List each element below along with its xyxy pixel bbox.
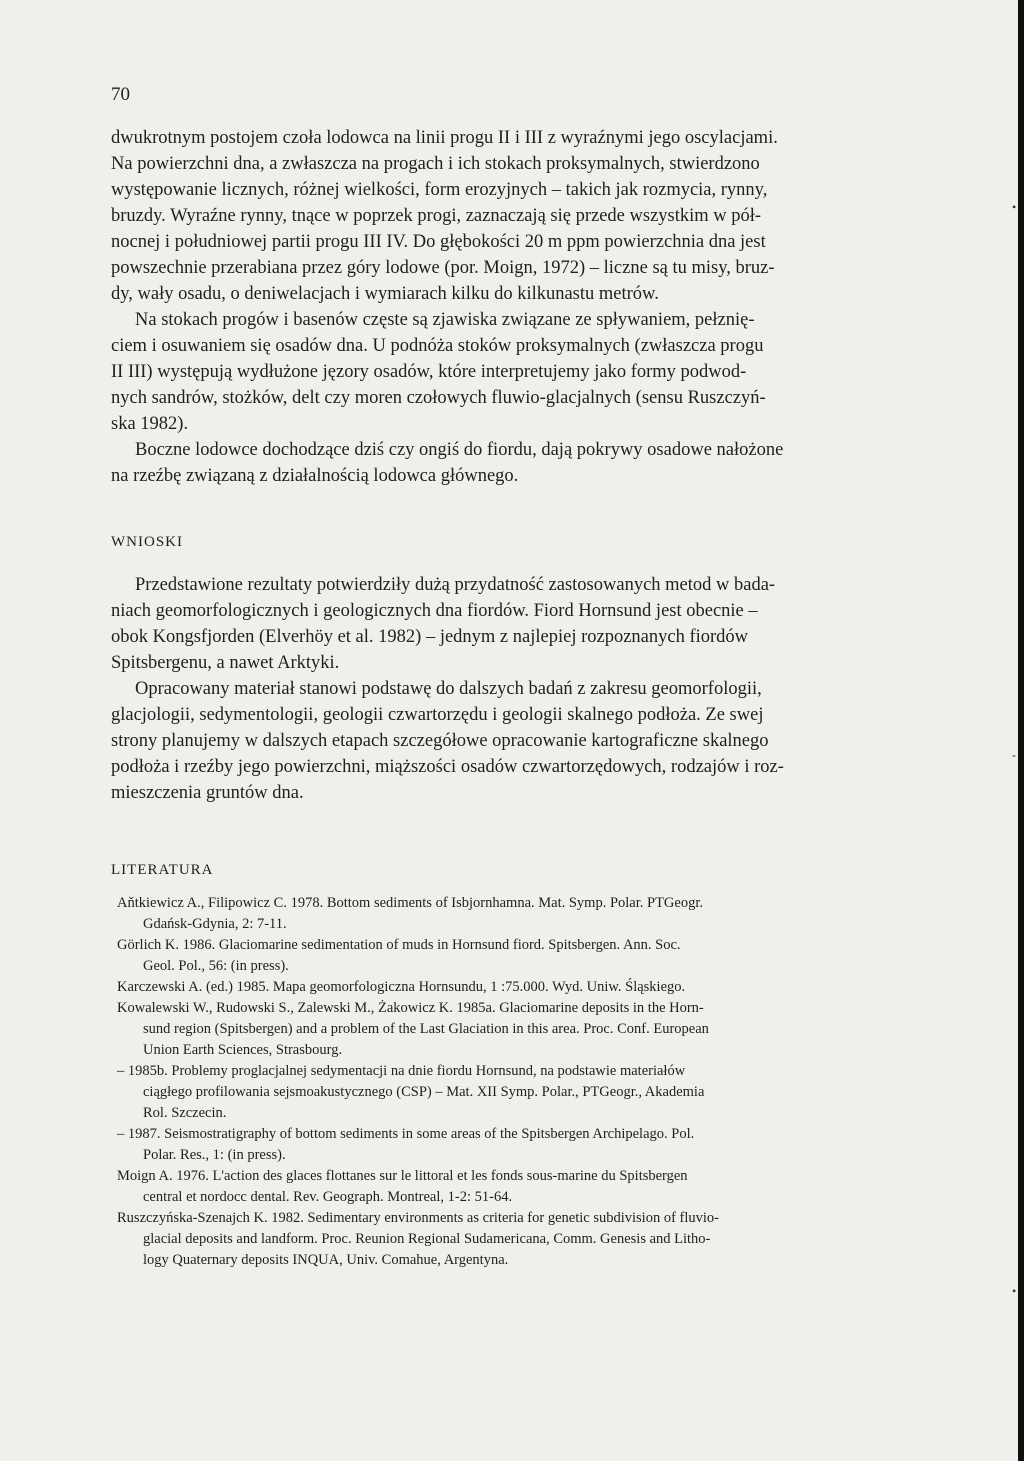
body-text-line: nych sandrów, stożków, delt czy moren czołowych fluwio-glacjalnych (sensu Ruszczyń- <box>111 388 766 408</box>
body-text-line: na rzeźbę związaną z działalnością lodowca głównego. <box>111 466 519 486</box>
scan-speck-mark: • <box>1012 1284 1017 1298</box>
conclusion-text-line: Przedstawione rezultaty potwierdziły dużą przydatność zastosowanych metod w bada- <box>135 575 776 595</box>
reference-line: glacial deposits and landform. Proc. Reunion Regional Sudamericana, Comm. Genesis and Litho- <box>143 1231 711 1247</box>
conclusion-text-line: strony planujemy w dalszych etapach szczegółowe opracowanie kartograficzne skalnego <box>111 731 769 751</box>
body-text-line: Na stokach progów i basenów częste są zjawiska związane ze spływaniem, pełznię- <box>135 310 755 330</box>
body-text-line: ciem i osuwaniem się osadów dna. U podnóża stoków proksymalnych (zwłaszcza progu <box>111 336 764 356</box>
body-text-line: dy, wały osadu, o deniwelacjach i wymiarach kilku do kilkunastu metrów. <box>111 284 659 304</box>
reference-line: Ruszczyńska-Szenajch K. 1982. Sedimentary environments as criteria for genetic subdivision of fluvio- <box>117 1210 719 1226</box>
reference-line: Geol. Pol., 56: (in press). <box>143 958 289 974</box>
reference-line: Görlich K. 1986. Glaciomarine sedimentation of muds in Hornsund fiord. Spitsbergen. Ann. Soc. <box>117 937 681 953</box>
section-heading-literature: LITERATURA <box>111 862 214 878</box>
reference-line: Rol. Szczecin. <box>143 1105 227 1121</box>
body-text-line: powszechnie przerabiana przez góry lodowe (por. Moign, 1972) – liczne są tu misy, bruz- <box>111 258 775 278</box>
body-text-line: występowanie licznych, różnej wielkości, form erozyjnych – takich jak rozmycia, rynny, <box>111 180 768 200</box>
conclusions-text <box>111 572 911 806</box>
body-text-line: ska 1982). <box>111 414 189 434</box>
body-text-line: nocnej i południowej partii progu III IV. Do głębokości 20 m ppm powierzchnia dna jest <box>111 232 766 252</box>
body-text <box>111 125 911 489</box>
conclusion-text-line: mieszczenia gruntów dna. <box>111 783 304 803</box>
reference-line: – 1987. Seismostratigraphy of bottom sediments in some areas of the Spitsbergen Archipelago. Pol. <box>117 1126 695 1142</box>
reference-line: Union Earth Sciences, Strasbourg. <box>143 1042 343 1058</box>
reference-line: Aňtkiewicz A., Filipowicz C. 1978. Bottom sediments of Isbjornhamna. Mat. Symp. Polar. PTGeogr. <box>117 895 703 911</box>
conclusion-text-line: Spitsbergenu, a nawet Arktyki. <box>111 653 340 673</box>
body-text-line: Boczne lodowce dochodzące dziś czy ongiś do fiordu, dają pokrywy osadowe nałożone <box>135 440 784 460</box>
reference-line: logy Quaternary deposits INQUA, Univ. Comahue, Argentyna. <box>143 1252 509 1268</box>
reference-line: Moign A. 1976. L'action des glaces flottanes sur le littoral et les fonds sous-marine du Spitsbergen <box>117 1168 688 1184</box>
reference-line: sund region (Spitsbergen) and a problem of the Last Glaciation in this area. Proc. Conf. European <box>143 1021 709 1037</box>
scan-edge-border <box>1018 0 1024 1461</box>
conclusion-text-line: niach geomorfologicznych i geologicznych dna fiordów. Fiord Hornsund jest obecnie – <box>111 601 758 621</box>
body-text-line: dwukrotnym postojem czoła lodowca na linii progu II i III z wyraźnymi jego oscylacjami. <box>111 128 778 148</box>
conclusion-text-line: glacjologii, sedymentologii, geologii czwartorzędu i geologii skalnego podłoża. Ze swej <box>111 705 764 725</box>
reference-line: – 1985b. Problemy proglacjalnej sedymentacji na dnie fiordu Hornsund, na podstawie materiałów <box>117 1063 686 1079</box>
reference-line: Polar. Res., 1: (in press). <box>143 1147 286 1163</box>
body-text-line: Na powierzchni dna, a zwłaszcza na progach i ich stokach proksymalnych, stwierdzono <box>111 154 760 174</box>
reference-line: ciągłego profilowania sejsmoakustycznego (CSP) – Mat. XII Symp. Polar., PTGeogr., Akademia <box>143 1084 705 1100</box>
conclusion-text-line: podłoża i rzeźby jego powierzchni, miąższości osadów czwartorzędowych, rodzajów i roz- <box>111 757 784 777</box>
page-number: 70 <box>111 84 130 105</box>
reference-line: Gdańsk-Gdynia, 2: 7-11. <box>143 916 287 932</box>
reference-line: Karczewski A. (ed.) 1985. Mapa geomorfologiczna Hornsundu, 1 :75.000. Wyd. Uniw. Śląskiego. <box>117 979 686 995</box>
reference-line: central et nordocc dental. Rev. Geograph. Montreal, 1-2: 51-64. <box>143 1189 513 1205</box>
conclusion-text-line: obok Kongsfjorden (Elverhöy et al. 1982) – jednym z najlepiej rozpoznanych fiordów <box>111 627 749 647</box>
conclusion-text-line: Opracowany materiał stanowi podstawę do dalszych badań z zakresu geomorfologii, <box>135 679 762 699</box>
reference-line: Kowalewski W., Rudowski S., Zalewski M., Żakowicz K. 1985a. Glaciomarine deposits in the Horn- <box>117 1000 704 1016</box>
reference-list <box>117 893 917 1271</box>
body-text-line: II III) występują wydłużone jęzory osadów, które interpretujemy jako formy podwod- <box>111 362 747 382</box>
scan-speck-mark: - <box>1012 748 1016 762</box>
scan-speck-mark: • <box>1012 200 1017 214</box>
body-text-line: bruzdy. Wyraźne rynny, tnące w poprzek progi, zaznaczają się przede wszystkim w pół- <box>111 206 762 226</box>
section-heading-conclusions: WNIOSKI <box>111 534 183 550</box>
